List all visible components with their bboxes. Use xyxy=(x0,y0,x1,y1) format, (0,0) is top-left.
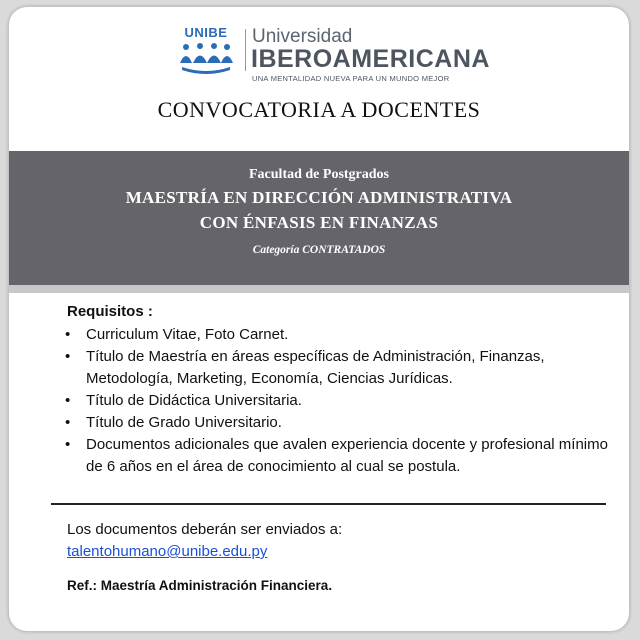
program-banner xyxy=(9,151,629,285)
list-item xyxy=(65,346,625,390)
requirement-text: Título de Grado Universitario. xyxy=(86,414,282,431)
email-link[interactable]: talentohumano@unibe.edu.py xyxy=(67,543,268,560)
section-divider xyxy=(51,503,606,505)
program-category: Categoría CONTRATADOS xyxy=(252,244,386,256)
requirements-list xyxy=(65,324,625,478)
program-title-line-2: CON ÉNFASIS EN FINANZAS xyxy=(199,213,439,232)
logo-university-word: Universidad xyxy=(252,26,353,47)
logo-divider xyxy=(245,29,246,71)
logo-acronym: UNIBE xyxy=(184,25,228,40)
program-title-line-1: MAESTRÍA EN DIRECCIÓN ADMINISTRATIVA xyxy=(125,188,513,207)
page-title: CONVOCATORIA A DOCENTES xyxy=(157,97,481,122)
bullet-icon: • xyxy=(65,348,71,365)
requirement-text: Título de Maestría en áreas específicas de Administración, Finanzas, Metodología, Marketing, Economía, Ciencias Jurídicas. xyxy=(86,348,545,387)
reference-text: Ref.: Maestría Administración Financiera. xyxy=(67,578,333,593)
bullet-icon: • xyxy=(65,392,71,409)
contact-instructions: Los documentos deberán ser enviados a: xyxy=(67,521,343,538)
requirement-text: Título de Didáctica Universitaria. xyxy=(86,392,302,409)
requirements-title: Requisitos : xyxy=(67,303,153,320)
list-item xyxy=(65,434,625,478)
bullet-icon: • xyxy=(65,326,71,343)
announcement-card xyxy=(9,7,629,631)
logo-university-name: IBEROAMERICANA xyxy=(251,45,490,73)
faculty-name: Facultad de Postgrados xyxy=(249,167,389,182)
banner-divider xyxy=(9,285,629,293)
list-item xyxy=(65,412,625,434)
requirement-text: Curriculum Vitae, Foto Carnet. xyxy=(86,326,289,343)
logo-tagline: UNA MENTALIDAD NUEVA PARA UN MUNDO MEJOR xyxy=(252,74,450,83)
list-item xyxy=(65,390,625,412)
list-item xyxy=(65,324,625,346)
requirement-text: Documentos adicionales que avalen experiencia docente y profesional mínimo de 6 años en el área de conocimiento al cual se postula. xyxy=(86,436,608,475)
bullet-icon: • xyxy=(65,414,71,431)
bullet-icon: • xyxy=(65,436,71,453)
university-logo xyxy=(176,23,490,85)
